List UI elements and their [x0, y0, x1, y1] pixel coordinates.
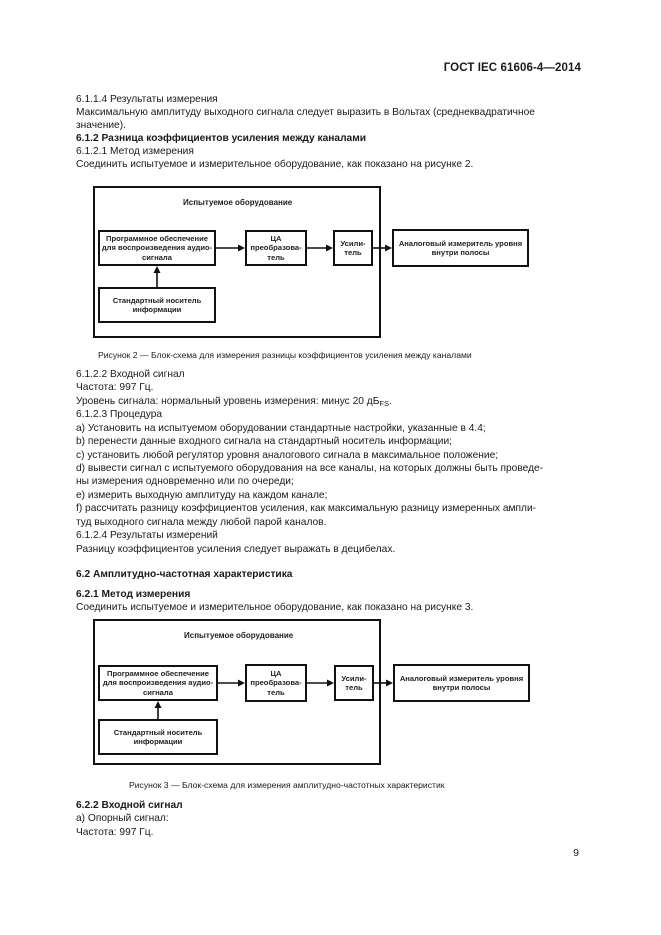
paragraph-line: значение).: [76, 120, 126, 131]
standard-media-block: Стандартный носитель информации: [98, 287, 216, 323]
amplifier-block: Усили-тель: [333, 230, 373, 266]
section-6-1-2-1-heading: 6.1.2.1 Метод измерения: [76, 146, 194, 157]
analog-level-meter-block: Аналоговый измеритель уровня внутри полосы: [393, 664, 530, 702]
dac-block: ЦА преобразова-тель: [245, 230, 307, 266]
paragraph-line: Соединить испытуемое и измерительное оборудование, как показано на рисунке 3.: [76, 602, 474, 613]
paragraph-line: Разницу коэффициентов усиления следует выражать в децибелах.: [76, 544, 396, 555]
equipment-under-test-label: Испытуемое оборудование: [184, 631, 294, 640]
equipment-under-test-label: Испытуемое оборудование: [183, 198, 293, 207]
procedure-step-c: с) установить любой регулятор уровня аналогового сигнала в максимальное положение;: [76, 450, 499, 461]
playback-software-block: Программное обеспечение для воспроизведения аудио-сигнала: [98, 230, 216, 266]
procedure-step-a: а) Установить на испытуемом оборудовании стандартные настройки, указанные в 4.4;: [76, 423, 486, 434]
playback-software-block: Программное обеспечение для воспроизведения аудио-сигнала: [98, 665, 218, 701]
procedure-step-d: d) вывести сигнал с испытуемого оборудования на все каналы, на которых должны быть проведе-: [76, 463, 544, 474]
paragraph-line: а) Опорный сигнал:: [76, 813, 169, 824]
dac-block: ЦА преобразова-тель: [245, 664, 307, 702]
standard-media-block: Стандартный носитель информации: [98, 719, 218, 755]
procedure-step-e: е) измерить выходную амплитуду на каждом канале;: [76, 490, 328, 501]
procedure-step-f: f) рассчитать разницу коэффициентов усиления, как максимальную разницу измеренных ампли-: [76, 503, 537, 514]
section-6-1-2-2-heading: 6.1.2.2 Входной сигнал: [76, 369, 185, 380]
signal-level-period: .: [389, 396, 392, 407]
paragraph-line: Соединить испытуемое и измерительное оборудование, как показано на рисунке 2.: [76, 159, 474, 170]
section-6-2-2-heading: 6.2.2 Входной сигнал: [76, 800, 183, 811]
section-6-1-2-4-heading: 6.1.2.4 Результаты измерений: [76, 530, 218, 541]
procedure-step-f-cont: туд выходного сигнала между любой парой каналов.: [76, 517, 327, 528]
paragraph-line: Частота: 997 Гц.: [76, 827, 154, 838]
section-6-1-2-heading: 6.1.2 Разница коэффициентов усиления между каналами: [76, 133, 367, 144]
paragraph-line: Максимальную амплитуду выходного сигнала следует выразить в Вольтах (среднеквадратичное: [76, 107, 535, 118]
section-6-1-2-3-heading: 6.1.2.3 Процедура: [76, 409, 163, 420]
section-6-2-heading: 6.2 Амплитудно-частотная характеристика: [76, 569, 293, 580]
figure-3-caption: Рисунок 3 — Блок-схема для измерения амплитудно-частотных характеристик: [129, 780, 445, 790]
paragraph-line: Частота: 997 Гц.: [76, 382, 154, 393]
procedure-step-b: b) перенести данные входного сигнала на стандартный носитель информации;: [76, 436, 452, 447]
document-header: ГОСТ IEC 61606-4—2014: [443, 62, 581, 74]
section-6-1-1-4-heading: 6.1.1.4 Результаты измерения: [76, 94, 218, 105]
analog-level-meter-block: Аналоговый измеритель уровня внутри полосы: [392, 229, 529, 267]
amplifier-block: Усили-тель: [334, 665, 374, 701]
page-number: 9: [573, 847, 579, 859]
signal-level-text: Уровень сигнала: нормальный уровень измерения: минус 20 дБ: [76, 396, 380, 407]
section-6-2-1-heading: 6.2.1 Метод измерения: [76, 589, 191, 600]
signal-level-subscript: FS: [379, 399, 389, 408]
figure-2-caption: Рисунок 2 — Блок-схема для измерения разницы коэффициентов усиления между каналами: [98, 350, 472, 360]
procedure-step-d-cont: ны измерения одновременно или по очереди;: [76, 476, 294, 487]
